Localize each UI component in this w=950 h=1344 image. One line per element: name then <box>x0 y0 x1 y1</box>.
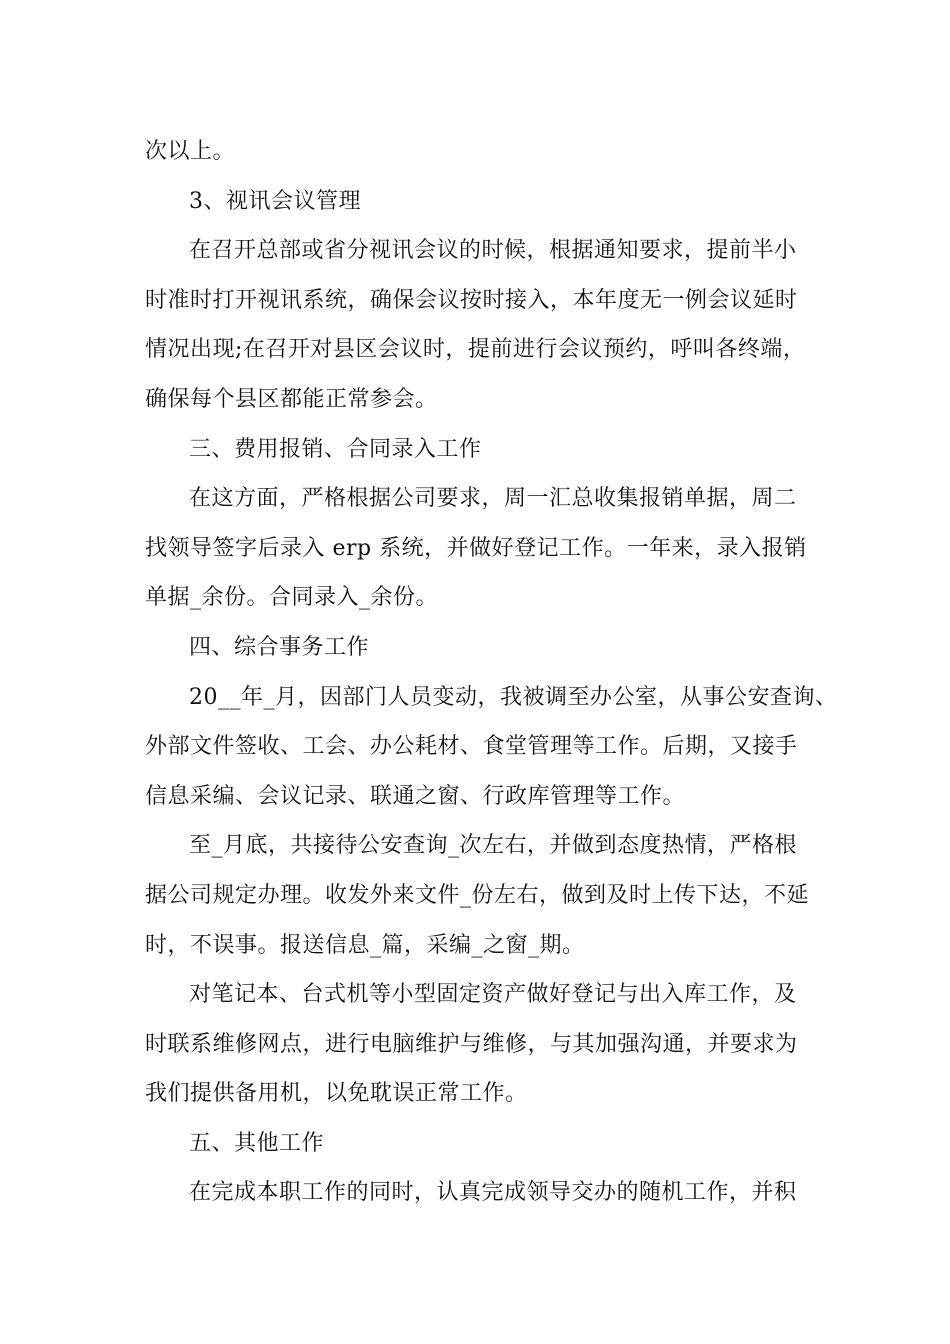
text-line: 20__年_月，因部门人员变动，我被调至办公室，从事公安查询、 <box>189 684 838 710</box>
text-line: 对笔记本、台式机等小型固定资产做好登记与出入库工作，及 <box>189 982 797 1008</box>
text-line: 据公司规定办理。收发外来文件_份左右，做到及时上传下达，不延 <box>145 882 810 908</box>
text-line: 在完成本职工作的同时，认真完成领导交办的随机工作，并积 <box>189 1180 797 1206</box>
text-line: 时，不误事。报送信息_篇，采编_之窗_期。 <box>145 932 585 958</box>
text-line: 次以上。 <box>145 139 236 164</box>
text-line: 时准时打开视讯系统，确保会议按时接入，本年度无一例会议延时 <box>145 287 798 313</box>
text-line: 信息采编、会议记录、联通之窗、行政库管理等工作。 <box>145 783 686 809</box>
text-line: 确保每个县区都能正常参会。 <box>145 386 438 412</box>
text-line: 情况出现;在召开对县区会议时，提前进行会议预约，呼叫各终端， <box>145 337 806 363</box>
section-heading: 三、费用报销、合同录入工作 <box>189 436 482 462</box>
text-line: 至_月底，共接待公安查询_次左右，并做到态度热情，严格根 <box>189 833 798 859</box>
text-line: 找领导签字后录入 erp 系统，并做好登记工作。一年来，录入报销 <box>145 535 807 561</box>
section-heading: 3、视讯会议管理 <box>189 188 361 214</box>
text-line: 在召开总部或省分视讯会议的时候，根据通知要求，提前半小 <box>189 238 797 264</box>
text-line: 在这方面，严格根据公司要求，周一汇总收集报销单据，周二 <box>189 486 797 512</box>
section-heading: 四、综合事务工作 <box>189 634 370 660</box>
text-line: 时联系维修网点，进行电脑维护与维修，与其加强沟通，并要求为 <box>145 1031 798 1057</box>
text-line: 外部文件签收、工会、办公耗材、食堂管理等工作。后期，又接手 <box>145 734 798 760</box>
document-body <box>145 127 838 1218</box>
text-line: 我们提供备用机，以免耽误正常工作。 <box>145 1081 528 1107</box>
section-heading: 五、其他工作 <box>189 1130 325 1156</box>
text-line: 单据_余份。合同录入_余份。 <box>145 585 439 611</box>
